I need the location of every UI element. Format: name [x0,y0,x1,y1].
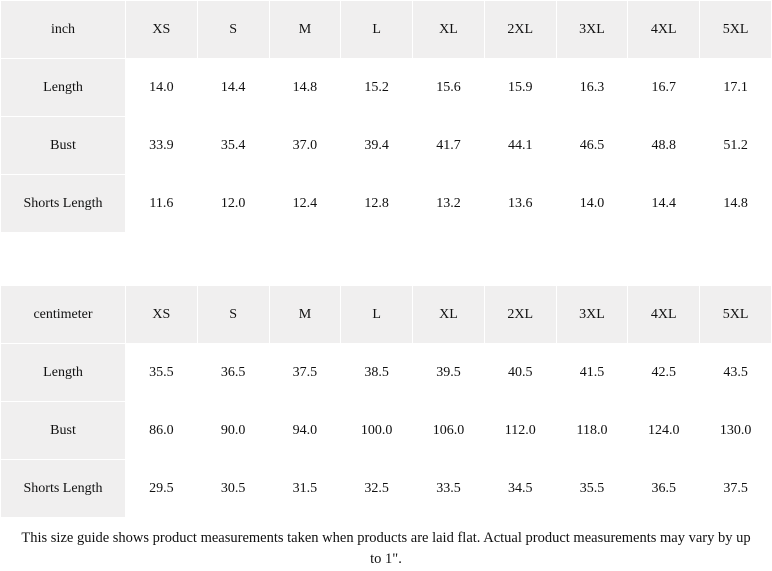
cell-value: 14.4 [197,59,269,117]
cell-value: 14.8 [700,175,772,233]
cell-value: 15.2 [341,59,413,117]
cell-value: 42.5 [628,344,700,402]
column-header-xs: XS [126,1,198,59]
column-header-s: S [197,286,269,344]
cell-value: 37.0 [269,117,341,175]
column-header-xs: XS [126,286,198,344]
cell-value: 90.0 [197,402,269,460]
cell-value: 15.9 [484,59,556,117]
size-table-centimeter [0,285,772,518]
cell-value: 130.0 [700,402,772,460]
column-header-m: M [269,1,341,59]
column-header-l: L [341,1,413,59]
cell-value: 16.7 [628,59,700,117]
cell-value: 38.5 [341,344,413,402]
cell-value: 35.4 [197,117,269,175]
table-row [1,460,772,518]
column-header-m: M [269,286,341,344]
cell-value: 14.0 [556,175,628,233]
column-header-5xl: 5XL [700,286,772,344]
column-header-l: L [341,286,413,344]
cell-value: 33.5 [413,460,485,518]
cell-value: 12.8 [341,175,413,233]
cell-value: 13.2 [413,175,485,233]
cell-value: 36.5 [628,460,700,518]
cell-value: 35.5 [556,460,628,518]
table-row [1,402,772,460]
cell-value: 40.5 [484,344,556,402]
table-header-row [1,286,772,344]
table-row [1,344,772,402]
cell-value: 29.5 [126,460,198,518]
size-table-inch [0,0,772,233]
cell-value: 94.0 [269,402,341,460]
unit-label-centimeter: centimeter [1,286,126,344]
column-header-2xl: 2XL [484,286,556,344]
cell-value: 37.5 [700,460,772,518]
table-header-row [1,1,772,59]
table-row [1,59,772,117]
cell-value: 106.0 [413,402,485,460]
column-header-4xl: 4XL [628,286,700,344]
row-label-shorts-length: Shorts Length [1,460,126,518]
cell-value: 36.5 [197,344,269,402]
cell-value: 12.4 [269,175,341,233]
column-header-5xl: 5XL [700,1,772,59]
cell-value: 14.0 [126,59,198,117]
cell-value: 44.1 [484,117,556,175]
column-header-3xl: 3XL [556,1,628,59]
cell-value: 48.8 [628,117,700,175]
cell-value: 35.5 [126,344,198,402]
cell-value: 14.4 [628,175,700,233]
cell-value: 32.5 [341,460,413,518]
table-separator [0,233,772,285]
cell-value: 14.8 [269,59,341,117]
row-label-bust: Bust [1,402,126,460]
column-header-xl: XL [413,286,485,344]
cell-value: 39.4 [341,117,413,175]
cell-value: 17.1 [700,59,772,117]
row-label-bust: Bust [1,117,126,175]
cell-value: 43.5 [700,344,772,402]
cell-value: 11.6 [126,175,198,233]
unit-label-inch: inch [1,1,126,59]
cell-value: 12.0 [197,175,269,233]
cell-value: 46.5 [556,117,628,175]
cell-value: 100.0 [341,402,413,460]
cell-value: 51.2 [700,117,772,175]
cell-value: 15.6 [413,59,485,117]
column-header-3xl: 3XL [556,286,628,344]
size-guide-footnote: This size guide shows product measurements taken when products are laid flat. Actual product measurements may vary by up to 1". [21,530,751,568]
cell-value: 41.7 [413,117,485,175]
column-header-s: S [197,1,269,59]
cell-value: 39.5 [413,344,485,402]
row-label-shorts-length: Shorts Length [1,175,126,233]
column-header-xl: XL [413,1,485,59]
cell-value: 34.5 [484,460,556,518]
cell-value: 41.5 [556,344,628,402]
cell-value: 118.0 [556,402,628,460]
cell-value: 30.5 [197,460,269,518]
table-row [1,117,772,175]
cell-value: 37.5 [269,344,341,402]
cell-value: 124.0 [628,402,700,460]
row-label-length: Length [1,59,126,117]
cell-value: 112.0 [484,402,556,460]
cell-value: 31.5 [269,460,341,518]
column-header-2xl: 2XL [484,1,556,59]
cell-value: 16.3 [556,59,628,117]
cell-value: 33.9 [126,117,198,175]
cell-value: 13.6 [484,175,556,233]
row-label-length: Length [1,344,126,402]
column-header-4xl: 4XL [628,1,700,59]
cell-value: 86.0 [126,402,198,460]
table-row [1,175,772,233]
